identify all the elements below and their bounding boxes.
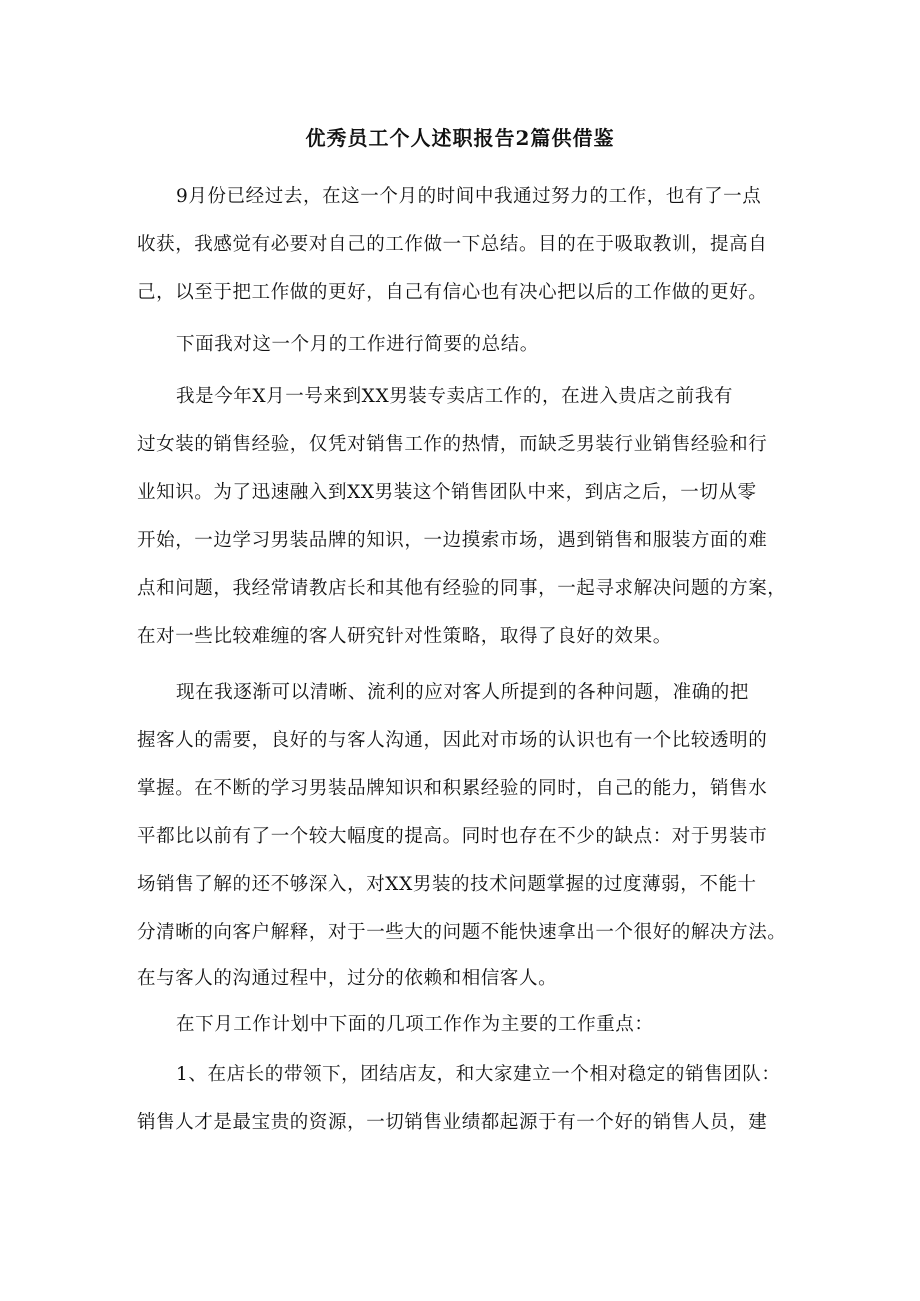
paragraph-line: 1、在店长的带领下，团结店友，和大家建立一个相对稳定的销售团队： (176, 1064, 781, 1085)
paragraph-line: 9月份已经过去，在这一个月的时间中我通过努力的工作，也有了一点 (176, 186, 762, 207)
paragraph-line: 开始，一边学习男装品牌的知识，一边摸索市场，遇到销售和服装方面的难 (137, 530, 768, 551)
paragraph-line: 在对一些比较难缠的客人研究针对性策略，取得了良好的效果。 (137, 626, 672, 647)
paragraph-line: 收获，我感觉有必要对自己的工作做一下总结。目的在于吸取教训，提高自 (137, 234, 768, 255)
paragraph-line: 场销售了解的还不够深入，对XX男装的技术问题掌握的过度薄弱，不能十 (137, 874, 757, 895)
paragraph-line: 分清晰的向客户解释，对于一些大的问题不能快速拿出一个很好的解决方法。 (137, 922, 787, 943)
paragraph-line: 在与客人的沟通过程中，过分的依赖和相信客人。 (137, 968, 558, 989)
paragraph-line: 己，以至于把工作做的更好，自己有信心也有决心把以后的工作做的更好。 (137, 282, 768, 303)
paragraph-line: 现在我逐渐可以清晰、流利的应对客人所提到的各种问题，准确的把 (176, 682, 750, 703)
paragraph-line: 过女装的销售经验，仅凭对销售工作的热情，而缺乏男装行业销售经验和行 (137, 434, 768, 455)
paragraph-line: 点和问题，我经常请教店长和其他有经验的同事，一起寻求解决问题的方案， (137, 578, 787, 599)
document-title: 优秀员工个人述职报告2篇供借鉴 (305, 126, 615, 150)
paragraph-line: 下面我对这一个月的工作进行简要的总结。 (176, 334, 539, 355)
paragraph-line: 掌握。在不断的学习男装品牌知识和积累经验的同时，自己的能力，销售水 (137, 778, 768, 799)
paragraph-line: 业知识。为了迅速融入到XX男装这个销售团队中来，到店之后，一切从零 (137, 482, 757, 503)
paragraph-line: 平都比以前有了一个较大幅度的提高。同时也存在不少的缺点：对于男装市 (137, 826, 768, 847)
paragraph-line: 销售人才是最宝贵的资源，一切销售业绩都起源于有一个好的销售人员，建 (137, 1112, 768, 1133)
paragraph-line: 我是今年X月一号来到XX男装专卖店工作的，在进入贵店之前我有 (176, 386, 734, 407)
paragraph-line: 握客人的需要，良好的与客人沟通，因此对市场的认识也有一个比较透明的 (137, 730, 768, 751)
paragraph-line: 在下月工作计划中下面的几项工作作为主要的工作重点： (176, 1014, 654, 1035)
